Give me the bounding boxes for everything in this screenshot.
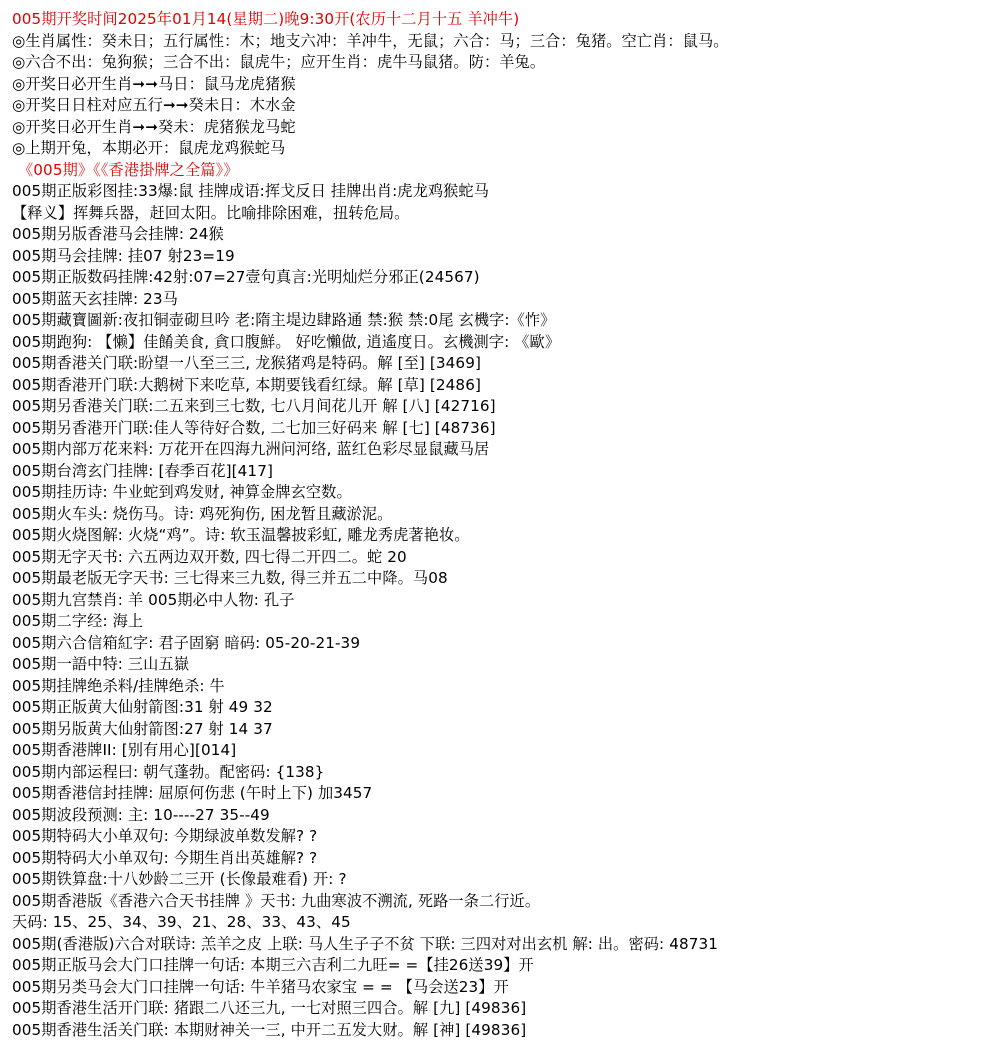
text-line: ◎开奖日必开生肖➞➞癸未：虎猪猴龙马蛇 <box>12 117 296 136</box>
document-body <box>0 9 1000 1041</box>
text-line: ◎六合不出：兔狗猴；三合不出：鼠虎牛；应开生肖：虎牛马鼠猪。防：羊兔。 <box>12 53 546 71</box>
text-line: 005期铁算盘:十八妙龄二三开 (长像最难看) 开: ? <box>12 870 347 888</box>
text-line: 005期挂牌绝杀料/挂牌绝杀: 牛 <box>12 676 225 695</box>
text-line: 005期香港开门联:大鹅树下来吃草, 本期要钱看红绿。解 [草] [2486] <box>12 375 481 394</box>
text-line: 005期波段预测: 主: 10----27 35--49 <box>12 805 270 824</box>
heading-line: 005期开奖时间2025年01月14(星期二)晚9:30开(农历十二月十五 羊冲牛) <box>12 10 520 28</box>
text-line: 005期正版彩图挂:33爆:鼠 挂牌成语:挥戈反日 挂牌出肖:虎龙鸡猴蛇马 <box>12 182 490 200</box>
text-line: 【释义】挥舞兵器，赶回太阳。比喻排除困难，扭转危局。 <box>12 203 410 222</box>
text-line: 005期跑狗: 【懒】佳餚美食, 貪口腹鮮。 好吃懶做, 逍遙度日。玄機測字: 《歐》 <box>12 332 561 351</box>
text-line: 005期马会挂牌: 挂07 射23=19 <box>12 246 235 265</box>
text-line: 005期挂历诗: 牛业蛇到鸡发财, 神算金牌玄空数。 <box>12 483 352 501</box>
text-line: 005期另版香港马会挂牌: 24猴 <box>12 225 224 243</box>
text-line: 005期火烧图解: 火烧“鸡”。诗: 软玉温馨披彩虹, 雕龙秀虎著艳妆。 <box>12 526 470 544</box>
text-line: 005期香港关门联:盼望一八至三三, 龙猴猪鸡是特码。解 [至] [3469] <box>12 354 481 372</box>
text-line: 005期内部万花来料: 万花开在四海九洲问河络, 蓝红色彩尽显鼠藏马居 <box>12 440 490 458</box>
text-line: 005期无字天书: 六五两边双开数, 四七得二开四二。蛇 20 <box>12 547 407 566</box>
text-line: 005期(香港版)六合对联诗: 羔羊之皮 上联: 马人生子子不贫 下联: 三四对对出玄机 解: 出。密码: 48731 <box>12 934 719 953</box>
text-line: 005期特码大小单双句: 今期绿波单数发解? ? <box>12 827 318 845</box>
text-line: 005期二字经: 海上 <box>12 612 144 630</box>
text-line: ◎生肖属性：癸未日；五行属性：木；地支六冲：羊冲牛，无鼠；六合：马；三合：兔猪。空亡肖：鼠马。 <box>12 31 729 50</box>
text-line: 005期香港生活开门联: 猪跟二八还三九, 一七对照三四合。解 [九] [49836] <box>12 999 527 1017</box>
heading-line: 《005期》《《香港掛牌之全篇》》 <box>18 160 239 179</box>
text-line: 005期九宫禁肖: 羊 005期必中人物: 孔子 <box>12 590 295 609</box>
text-line: 天码: 15、25、34、39、21、28、33、43、45 <box>12 913 351 931</box>
text-line: 005期蓝天玄挂牌: 23马 <box>12 289 178 308</box>
text-line: 005期一語中特: 三山五嶽 <box>12 655 190 673</box>
text-line: 005期香港信封挂牌: 屈原何伤悲 (午时上下) 加3457 <box>12 784 373 802</box>
text-line: ◎开奖日必开生肖➞➞马日：鼠马龙虎猪猴 <box>12 74 296 93</box>
text-line: 005期另香港关门联:二五来到三七数, 七八月间花儿开 解 [八] [42716] <box>12 397 496 415</box>
text-line: 005期另香港开门联:佳人等待好合数, 二七加三好码来 解 [七] [48736] <box>12 418 496 437</box>
text-line: 005期另版黄大仙射箭图:27 射 14 37 <box>12 719 273 738</box>
text-line: 005期最老版无字天书: 三七得来三九数, 得三并五二中降。马08 <box>12 569 448 587</box>
text-line: 005期台湾玄门挂牌: [春季百花][417] <box>12 461 273 480</box>
text-line: 005期香港牌II: [别有用心][014] <box>12 741 237 759</box>
text-line: 005期正版马会大门口挂牌一句话: 本期三六吉利二九旺= =【挂26送39】开 <box>12 956 534 974</box>
text-line: 005期香港生活关门联: 本期财神关一三, 中开二五发大财。解 [神] [49836] <box>12 1020 527 1039</box>
text-line: 005期特码大小单双句: 今期生肖出英雄解? ? <box>12 848 318 867</box>
text-line: 005期正版黄大仙射箭图:31 射 49 32 <box>12 698 273 716</box>
text-line: 005期正版数码挂牌:42射:07=27壹句真言:光明灿烂分邪正(24567) <box>12 268 480 286</box>
text-line: 005期内部运程曰: 朝气蓬勃。配密码: {138} <box>12 762 325 781</box>
text-line: ◎上期开兔，本期必开：鼠虎龙鸡猴蛇马 <box>12 139 286 157</box>
text-line: 005期火车头: 烧伤马。诗: 鸡死狗伤, 困龙暂且藏淤泥。 <box>12 504 393 523</box>
text-line: 005期另类马会大门口挂牌一句话: 牛羊猪马农家宝 = = 【马会送23】开 <box>12 977 509 996</box>
text-line: ◎开奖日日柱对应五行➞➞癸未日：木水金 <box>12 96 296 114</box>
text-line: 005期六合信箱紅字: 君子固窮 暗码: 05-20-21-39 <box>12 633 361 652</box>
text-line: 005期藏寶圖新:夜扣铜壶砌旦吟 老:隋主堤边肆路通 禁:猴 禁:0尾 玄機字:《怍》 <box>12 311 556 329</box>
text-line: 005期香港版《香港六合天书挂牌 》天书: 九曲寒波不溯流, 死路一条二行近。 <box>12 891 541 910</box>
